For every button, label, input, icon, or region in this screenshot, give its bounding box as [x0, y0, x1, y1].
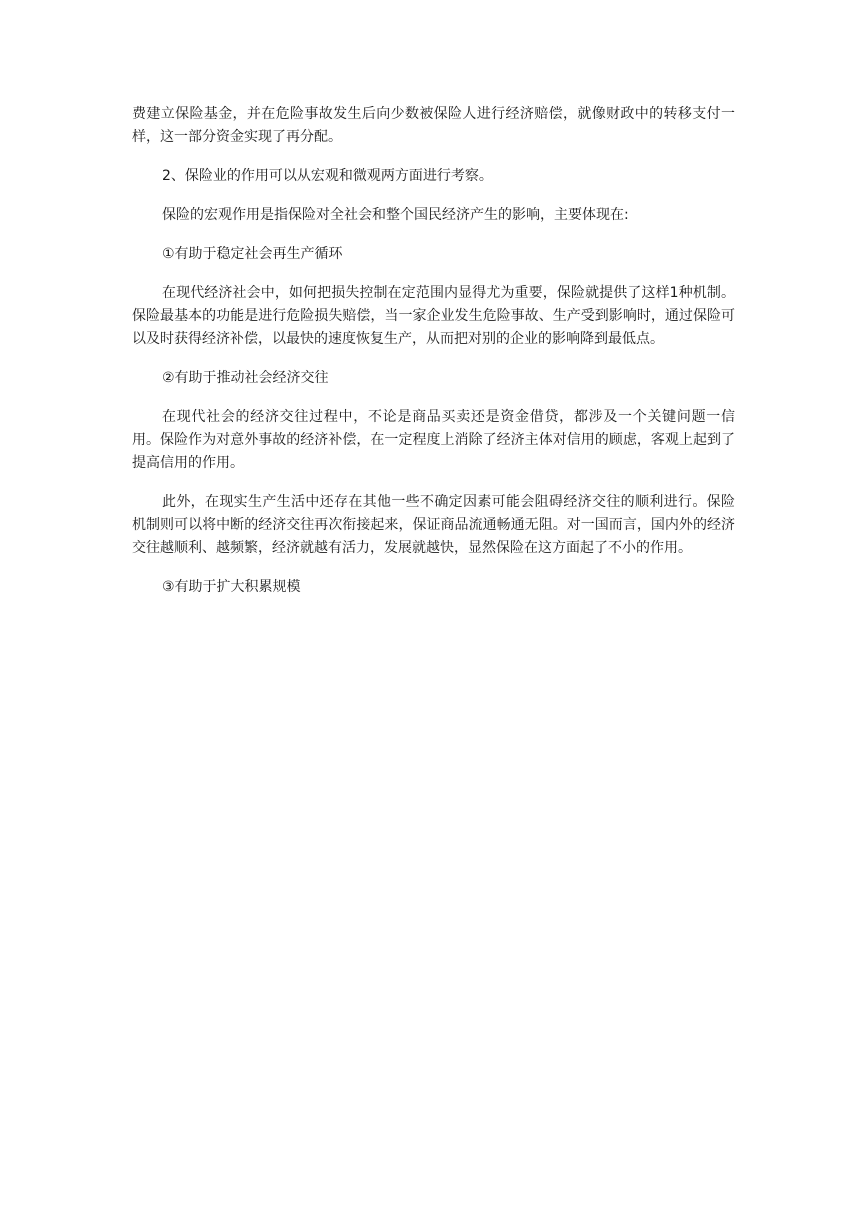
document-page — [132, 103, 735, 615]
paragraph-macro-intro: 保险的宏观作用是指保险对全社会和整个国民经济产生的影响，主要体现在: — [162, 207, 629, 223]
paragraph-item-2-additional: 此外，在现实生产生活中还存在其他一些不确定因素可能会阻碍经济交往的顺利进行。保险机制则可以将中断的经济交往再次衔接起来，保证商品流通畅通无阻。对一国而言，国内外的经济交往越顺利、越频繁，经济就越有活力，发展就越快，显然保险在这方面起了不小的作用。 — [132, 494, 735, 556]
paragraph-item-1-body: 在现代经济社会中，如何把损失控制在定范围内显得尤为重要，保险就提供了这样1种机制。保险最基本的功能是进行危险损失赔偿，当一家企业发生危险事故、生产受到影响时，通过保险可以及时获得经济补偿，以最快的速度恢复生产，从而把对别的企业的影响降到最低点。 — [132, 285, 735, 347]
paragraph-continuation: 费建立保险基金，并在危险事故发生后向少数被保险人进行经济赔偿，就像财政中的转移支付一样，这一部分资金实现了再分配。 — [132, 106, 735, 145]
paragraph-item-2-heading: ②有助于推动社会经济交往 — [162, 370, 329, 386]
paragraph-item-2-body: 在现代社会的经济交往过程中，不论是商品买卖还是资金借贷，都涉及一个关键问题一信用。保险作为对意外事故的经济补偿，在一定程度上消除了经济主体对信用的顾虑，客观上起到了提高信用的作用。 — [132, 409, 735, 471]
paragraph-section-heading: 2、保险业的作用可以从宏观和微观两方面进行考察。 — [162, 168, 493, 184]
paragraph-item-1-heading: ①有助于稳定社会再生产循环 — [162, 246, 343, 262]
paragraph-item-3-heading: ③有助于扩大积累规模 — [162, 579, 301, 595]
